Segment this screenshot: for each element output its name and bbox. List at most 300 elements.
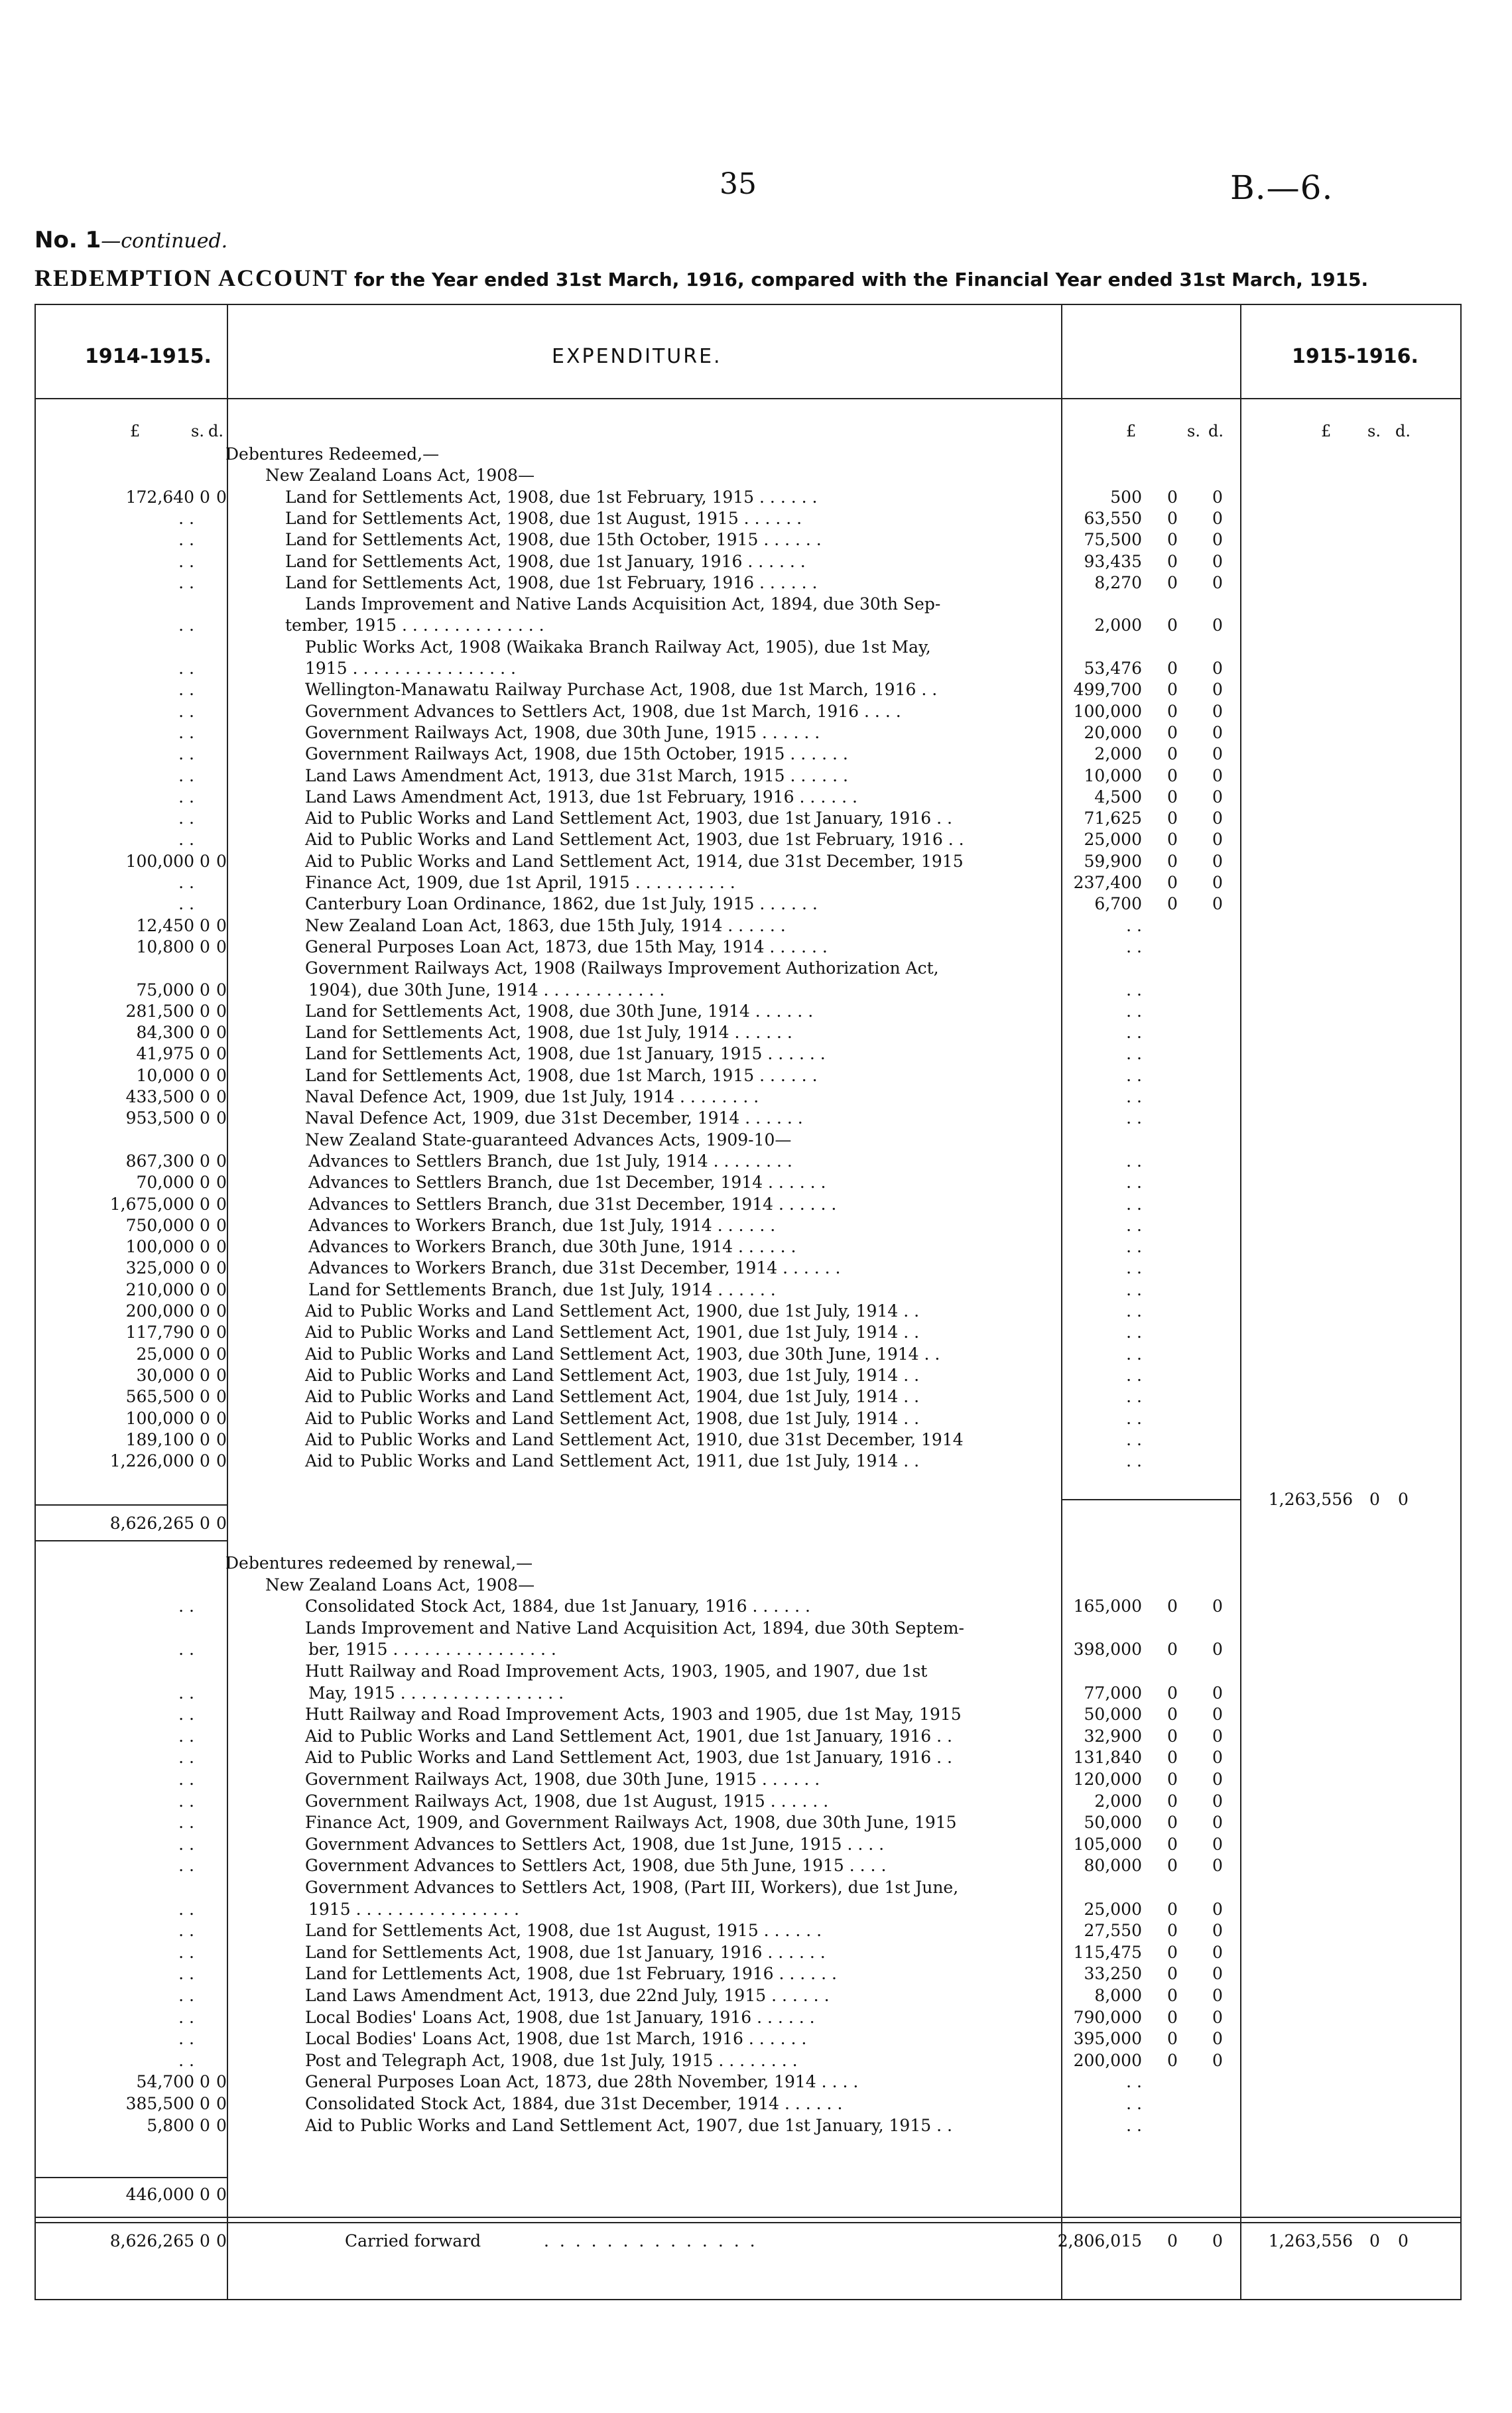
curr-pence: 0 (1212, 1748, 1223, 1768)
curr-pounds: 2,000 (1094, 1791, 1142, 1811)
table-row (0, 979, 1512, 1002)
row-description: Land for Settlements Branch, due 1st July, 1914 . . . . . . (308, 1279, 776, 1299)
curr-pence: 0 (1212, 765, 1223, 785)
prev-pounds: 867,300 (125, 1151, 194, 1171)
prev-pounds: 10,800 (136, 937, 194, 956)
prev-pounds: 200,000 (125, 1301, 194, 1321)
prev-pounds: . . (178, 1834, 194, 1854)
prev-pounds: 41,975 (136, 1044, 194, 1064)
prev-pounds: 117,790 (125, 1323, 194, 1342)
row-description: Public Works Act, 1908 (Waikaka Branch Railway Act, 1905), due 1st May, (305, 637, 931, 657)
subtotal2-pounds: 446,000 (125, 2185, 194, 2204)
subtotal2-pence: 0 (216, 2185, 227, 2204)
row-description: New Zealand State-guaranteed Advances Acts, 1909-10— (305, 1130, 792, 1149)
prev-pounds: . . (178, 809, 194, 828)
prev-shillings: 0 (200, 2094, 210, 2113)
table-row (0, 1703, 1512, 1726)
prev-pounds: . . (178, 1921, 194, 1941)
table-row (0, 614, 1512, 637)
table-row (0, 1343, 1512, 1366)
table-row (0, 1660, 1512, 1683)
curr-shillings: 0 (1167, 1986, 1178, 2005)
curr-shillings: 0 (1167, 1834, 1178, 1854)
table-row (0, 893, 1512, 915)
carried-current-pounds: 2,806,015 (1057, 2231, 1142, 2250)
curr-pounds: 100,000 (1073, 701, 1142, 721)
row-description: Advances to Settlers Branch, due 1st December, 1914 . . . . . . (308, 1173, 826, 1193)
curr-pounds: 237,400 (1073, 873, 1142, 892)
table-row (0, 915, 1512, 937)
curr-shillings: 0 (1167, 1748, 1178, 1768)
table-row (0, 743, 1512, 765)
prev-shillings: 0 (200, 980, 210, 1000)
subtotal2-shillings: 0 (200, 2185, 210, 2204)
curr-pence: 0 (1212, 1726, 1223, 1746)
prev-shillings: 0 (200, 915, 210, 935)
curr-pence: 0 (1212, 572, 1223, 592)
carried-forward-label: Carried forward (345, 2231, 481, 2250)
row-description: Canterbury Loan Ordinance, 1862, due 1st July, 1915 . . . . . . (305, 894, 818, 914)
curr-shillings: 0 (1167, 701, 1178, 721)
curr-pounds: . . (1126, 1194, 1142, 1214)
curr-shillings: 0 (1167, 1683, 1178, 1703)
row-description: Land for Settlements Act, 1908, due 1st July, 1914 . . . . . . (305, 1023, 792, 1043)
continued-number: No. 1 (34, 227, 101, 253)
page-number: 35 (720, 167, 757, 201)
curr-pounds: . . (1126, 1451, 1142, 1471)
prev-shillings: 0 (200, 487, 210, 507)
prev-pence: 0 (216, 1258, 227, 1278)
table-row (0, 2071, 1512, 2093)
table-row (0, 1920, 1512, 1942)
prev-pounds: . . (178, 1942, 194, 1962)
row-description: Aid to Public Works and Land Settlement Act, 1911, due 1st July, 1914 . . (305, 1451, 920, 1471)
curr-pence: 0 (1212, 680, 1223, 700)
table-row (0, 1150, 1512, 1173)
row-description: Aid to Public Works and Land Settlement Act, 1903, due 1st January, 1916 . . (305, 809, 952, 828)
curr-pence: 0 (1212, 830, 1223, 850)
table-row (0, 2050, 1512, 2072)
curr-shillings: 0 (1167, 722, 1178, 742)
document-reference: B.—6. (1230, 168, 1334, 207)
curr-shillings: 0 (1167, 1921, 1178, 1941)
carried-previous-pence: 0 (216, 2231, 227, 2250)
prev-shillings: 0 (200, 1087, 210, 1106)
curr-shillings: 0 (1167, 765, 1178, 785)
row-description: Government Railways Act, 1908, due 30th June, 1915 . . . . . . (305, 722, 820, 742)
curr-pounds: 200,000 (1073, 2050, 1142, 2070)
prev-pence: 0 (216, 1237, 227, 1257)
curr-pence: 0 (1212, 809, 1223, 828)
row-description: Aid to Public Works and Land Settlement Act, 1903, due 1st February, 1916 . . (305, 830, 964, 850)
table-row (0, 1790, 1512, 1813)
prev-shillings: 0 (200, 2115, 210, 2135)
curr-pounds: 790,000 (1073, 2007, 1142, 2027)
table-row (0, 1429, 1512, 1451)
curr-pounds: 8,270 (1094, 572, 1142, 592)
prev-pounds: 1,675,000 (109, 1194, 194, 1214)
prev-pounds: 84,300 (136, 1023, 194, 1043)
curr-pounds: 59,900 (1084, 851, 1142, 871)
curr-shillings: 0 (1167, 1597, 1178, 1616)
curr-pounds: 77,000 (1084, 1683, 1142, 1703)
prev-pounds: 5,800 (147, 2115, 194, 2135)
prev-pounds: 25,000 (136, 1344, 194, 1364)
row-description: Land for Settlements Act, 1908, due 30th June, 1914 . . . . . . (305, 1001, 814, 1021)
unit-pence: d. (208, 422, 223, 440)
prev-pence: 0 (216, 2072, 227, 2092)
curr-pounds: 53,476 (1084, 659, 1142, 678)
curr-pounds: 50,000 (1084, 1705, 1142, 1725)
prev-shillings: 0 (200, 1429, 210, 1449)
curr-pounds: 80,000 (1084, 1856, 1142, 1876)
prev-pence: 0 (216, 1344, 227, 1364)
prev-pence: 0 (216, 1451, 227, 1471)
curr-pounds: . . (1126, 1237, 1142, 1257)
curr-pounds: . . (1126, 1215, 1142, 1235)
prev-pence: 0 (216, 980, 227, 1000)
curr-pence: 0 (1212, 616, 1223, 635)
table-row (0, 1941, 1512, 1964)
table-row (0, 1021, 1512, 1044)
curr-shillings: 0 (1167, 830, 1178, 850)
curr-shillings: 0 (1167, 1705, 1178, 1725)
table-row (0, 1768, 1512, 1791)
curr-pounds: . . (1126, 1258, 1142, 1278)
curr-pounds: 8,000 (1094, 1986, 1142, 2005)
table-row (0, 486, 1512, 509)
table-row (0, 2093, 1512, 2115)
curr-pounds: 25,000 (1084, 1899, 1142, 1919)
curr-pence: 0 (1212, 487, 1223, 507)
row-description: Aid to Public Works and Land Settlement Act, 1904, due 1st July, 1914 . . (305, 1387, 920, 1407)
title-main: REDEMPTION ACCOUNT (34, 265, 349, 291)
curr-pence: 0 (1212, 659, 1223, 678)
prev-shillings: 0 (200, 1173, 210, 1193)
prev-pounds: 100,000 (125, 1408, 194, 1428)
table-row (0, 722, 1512, 744)
prev-pounds: . . (178, 551, 194, 571)
curr-pence: 0 (1212, 1986, 1223, 2005)
curr-shillings: 0 (1167, 1942, 1178, 1962)
curr-pounds: 165,000 (1073, 1597, 1142, 1616)
row-description: Land for Settlements Act, 1908, due 1st August, 1915 . . . . . . (305, 1921, 822, 1941)
row-description: Debentures redeemed by renewal,— (225, 1553, 533, 1573)
curr-shillings: 0 (1167, 873, 1178, 892)
table-row (0, 872, 1512, 894)
continued-word: —continued. (101, 229, 228, 253)
prev-pence: 0 (216, 1194, 227, 1214)
row-description: Aid to Public Works and Land Settlement Act, 1914, due 31st December, 1915 (305, 851, 964, 871)
prev-pounds: . . (178, 659, 194, 678)
curr-pounds: . . (1126, 2115, 1142, 2135)
curr-shillings: 0 (1167, 487, 1178, 507)
row-description: New Zealand Loans Act, 1908— (265, 1575, 535, 1595)
table-row (0, 1682, 1512, 1705)
column-header-1915: 1915-1916. (1292, 345, 1418, 368)
curr-shillings: 0 (1167, 2050, 1178, 2070)
curr-pence: 0 (1212, 2007, 1223, 2027)
row-description: Government Advances to Settlers Act, 1908, due 1st June, 1915 . . . . (305, 1834, 885, 1854)
table-row (0, 572, 1512, 594)
table-row (0, 1279, 1512, 1301)
prev-pounds: . . (178, 722, 194, 742)
table-row (0, 1236, 1512, 1258)
row-description: Government Advances to Settlers Act, 1908, due 5th June, 1915 . . . . (305, 1856, 887, 1876)
prev-pence: 0 (216, 851, 227, 871)
prev-shillings: 0 (200, 1194, 210, 1214)
curr-pounds: . . (1126, 1023, 1142, 1043)
prev-shillings: 0 (200, 851, 210, 871)
table-row (0, 657, 1512, 680)
prev-pounds: . . (178, 1705, 194, 1725)
prev-pence: 0 (216, 1065, 227, 1085)
prev-pence: 0 (216, 1215, 227, 1235)
carried-current-shillings: 0 (1167, 2231, 1178, 2250)
curr-pence: 0 (1212, 1942, 1223, 1962)
curr-pence: 0 (1212, 787, 1223, 807)
table-row (0, 1638, 1512, 1661)
row-description: Aid to Public Works and Land Settlement Act, 1901, due 1st July, 1914 . . (305, 1323, 920, 1342)
prev-shillings: 0 (200, 1451, 210, 1471)
row-description: Naval Defence Act, 1909, due 31st December, 1914 . . . . . . (305, 1108, 803, 1128)
prev-pounds: 75,000 (136, 980, 194, 1000)
table-row (0, 1833, 1512, 1856)
prev-pounds: 750,000 (125, 1215, 194, 1235)
table-row (0, 593, 1512, 616)
table-row (0, 1552, 1512, 1575)
prev-shillings: 0 (200, 1323, 210, 1342)
row-description: Lands Improvement and Native Lands Acquisition Act, 1894, due 30th Sep- (305, 594, 941, 614)
prev-pence: 0 (216, 1408, 227, 1428)
row-description: New Zealand Loan Act, 1863, due 15th July, 1914 . . . . . . (305, 915, 786, 935)
row-description: Local Bodies' Loans Act, 1908, due 1st January, 1916 . . . . . . (305, 2007, 815, 2027)
curr-pounds: . . (1126, 1408, 1142, 1428)
curr-pounds: 120,000 (1073, 1770, 1142, 1789)
curr-pence: 0 (1212, 1856, 1223, 1876)
prev-pounds: . . (178, 1813, 194, 1833)
curr-pounds: . . (1126, 1344, 1142, 1364)
curr-pounds: 50,000 (1084, 1813, 1142, 1833)
prev-pounds: 10,000 (136, 1065, 194, 1085)
prev-pounds: . . (178, 787, 194, 807)
curr-pence: 0 (1212, 1813, 1223, 1833)
prev-pounds: . . (178, 1640, 194, 1660)
curr-pounds: . . (1126, 1044, 1142, 1064)
prev-shillings: 0 (200, 937, 210, 956)
prev-shillings: 0 (200, 1001, 210, 1021)
row-description: Advances to Workers Branch, due 31st December, 1914 . . . . . . (308, 1258, 841, 1278)
row-description: Land for Settlements Act, 1908, due 1st February, 1916 . . . . . . (285, 572, 818, 592)
prev-pounds: 1,226,000 (109, 1451, 194, 1471)
table-row (0, 679, 1512, 701)
curr-pence: 0 (1212, 508, 1223, 528)
unit-pound: £ (1126, 422, 1137, 440)
curr-pence: 0 (1212, 1597, 1223, 1616)
table-row (0, 636, 1512, 659)
curr-pounds: . . (1126, 1387, 1142, 1407)
leader-dots: . . . . . . . . . . . . . . (544, 2231, 758, 2250)
unit-pence: d. (1208, 422, 1224, 440)
row-description: Government Railways Act, 1908 (Railways Improvement Authorization Act, (305, 958, 939, 978)
row-description: tember, 1915 . . . . . . . . . . . . . . (285, 616, 544, 635)
prev-pounds: . . (178, 616, 194, 635)
row-description: General Purposes Loan Act, 1873, due 28th November, 1914 . . . . (305, 2072, 859, 2092)
curr-pounds: 2,000 (1094, 744, 1142, 764)
prev-pence: 0 (216, 1279, 227, 1299)
curr-pence: 0 (1212, 873, 1223, 892)
row-description: Land for Settlements Act, 1908, due 1st August, 1915 . . . . . . (285, 508, 802, 528)
prev-pounds: 70,000 (136, 1173, 194, 1193)
prev-pounds: . . (178, 530, 194, 550)
curr-pence: 0 (1212, 851, 1223, 871)
table-row (0, 1214, 1512, 1237)
table-row (0, 828, 1512, 851)
curr-pounds: . . (1126, 980, 1142, 1000)
row-description: Naval Defence Act, 1909, due 1st July, 1914 . . . . . . . . (305, 1087, 759, 1106)
row-description: Consolidated Stock Act, 1884, due 1st January, 1916 . . . . . . (305, 1597, 810, 1616)
curr-pence: 0 (1212, 1964, 1223, 1984)
subtotal-current-pence: 0 (1398, 1490, 1409, 1509)
curr-shillings: 0 (1167, 1640, 1178, 1660)
table-row (0, 957, 1512, 980)
table-row (0, 2006, 1512, 2029)
curr-shillings: 0 (1167, 744, 1178, 764)
table-row (0, 807, 1512, 830)
prev-pounds: . . (178, 680, 194, 700)
row-description: Advances to Workers Branch, due 30th June, 1914 . . . . . . (308, 1237, 796, 1257)
row-description: Aid to Public Works and Land Settlement Act, 1910, due 31st December, 1914 (305, 1429, 964, 1449)
rule (34, 1540, 227, 1541)
table-row (0, 443, 1512, 466)
prev-shillings: 0 (200, 1044, 210, 1064)
table-row (0, 1364, 1512, 1387)
prev-pence: 0 (216, 1001, 227, 1021)
prev-pounds: . . (178, 2007, 194, 2027)
curr-pounds: 500 (1110, 487, 1142, 507)
prev-shillings: 0 (200, 1408, 210, 1428)
table-row (0, 1407, 1512, 1430)
prev-pounds: 385,500 (125, 2094, 194, 2113)
table-row (0, 850, 1512, 873)
curr-pounds: . . (1126, 1301, 1142, 1321)
row-description: Consolidated Stock Act, 1884, due 31st December, 1914 . . . . . . (305, 2094, 843, 2113)
curr-pence: 0 (1212, 1770, 1223, 1789)
prev-pounds: 30,000 (136, 1365, 194, 1385)
table-row (0, 1617, 1512, 1640)
curr-shillings: 0 (1167, 659, 1178, 678)
curr-pence: 0 (1212, 1683, 1223, 1703)
prev-pence: 0 (216, 1087, 227, 1106)
curr-pence: 0 (1212, 1834, 1223, 1854)
table-row (0, 1985, 1512, 2007)
subtotal-row-current (0, 1488, 1512, 1511)
curr-pounds: . . (1126, 915, 1142, 935)
table-row (0, 529, 1512, 551)
prev-pounds: 325,000 (125, 1258, 194, 1278)
table-row (0, 507, 1512, 530)
table-row (0, 700, 1512, 723)
prev-shillings: 0 (200, 2072, 210, 2092)
prev-pounds: 189,100 (125, 1429, 194, 1449)
curr-pounds: 4,500 (1094, 787, 1142, 807)
subtotal-current-shillings: 0 (1369, 1490, 1380, 1509)
curr-shillings: 0 (1167, 787, 1178, 807)
unit-shilling: s. (1187, 422, 1200, 440)
row-description: 1915 . . . . . . . . . . . . . . . . (305, 659, 516, 678)
row-description: Finance Act, 1909, due 1st April, 1915 . . . . . . . . . . (305, 873, 735, 892)
prev-pounds: . . (178, 1791, 194, 1811)
curr-shillings: 0 (1167, 680, 1178, 700)
prev-pounds: . . (178, 873, 194, 892)
row-description: Land for Settlements Act, 1908, due 1st January, 1916 . . . . . . (285, 551, 806, 571)
row-description: Land Laws Amendment Act, 1913, due 31st March, 1915 . . . . . . (305, 765, 848, 785)
rule (34, 2177, 227, 2178)
carried-total-pounds: 1,263,556 (1268, 2231, 1353, 2250)
prev-pounds: . . (178, 572, 194, 592)
curr-shillings: 0 (1167, 508, 1178, 528)
curr-pounds: . . (1126, 1065, 1142, 1085)
row-description: Finance Act, 1909, and Government Railways Act, 1908, due 30th June, 1915 (305, 1813, 957, 1833)
row-description: Aid to Public Works and Land Settlement Act, 1900, due 1st July, 1914 . . (305, 1301, 920, 1321)
row-description: Lands Improvement and Native Land Acquisition Act, 1894, due 30th Septem- (305, 1618, 964, 1638)
curr-pounds: 32,900 (1084, 1726, 1142, 1746)
curr-pence: 0 (1212, 722, 1223, 742)
table-row (0, 1257, 1512, 1279)
header-divider (34, 398, 1462, 399)
prev-pounds: . . (178, 830, 194, 850)
curr-pence: 0 (1212, 1791, 1223, 1811)
prev-pence: 0 (216, 2115, 227, 2135)
prev-pence: 0 (216, 1429, 227, 1449)
curr-shillings: 0 (1167, 1813, 1178, 1833)
prev-pounds: . . (178, 1770, 194, 1789)
unit-shilling: s. (1367, 422, 1381, 440)
curr-pounds: . . (1126, 1108, 1142, 1128)
curr-pounds: 63,550 (1084, 508, 1142, 528)
curr-pounds: 105,000 (1073, 1834, 1142, 1854)
curr-pounds: 25,000 (1084, 830, 1142, 850)
curr-pence: 0 (1212, 2050, 1223, 2070)
row-description: Advances to Workers Branch, due 1st July, 1914 . . . . . . (308, 1215, 776, 1235)
table-row (0, 786, 1512, 809)
prev-pence: 0 (216, 2094, 227, 2113)
row-description: Hutt Railway and Road Improvement Acts, 1903 and 1905, due 1st May, 1915 (305, 1705, 962, 1725)
curr-pounds: 71,625 (1084, 809, 1142, 828)
table-row (0, 1129, 1512, 1151)
prev-pounds: . . (178, 1683, 194, 1703)
row-description: Government Advances to Settlers Act, 1908, due 1st March, 1916 . . . . (305, 701, 901, 721)
curr-pence: 0 (1212, 701, 1223, 721)
table-row (0, 1171, 1512, 1194)
prev-pence: 0 (216, 937, 227, 956)
curr-pounds: . . (1126, 1279, 1142, 1299)
curr-pounds: . . (1126, 1087, 1142, 1106)
row-description: General Purposes Loan Act, 1873, due 15th May, 1914 . . . . . . (305, 937, 828, 956)
prev-pounds: . . (178, 508, 194, 528)
prev-pounds: 172,640 (125, 487, 194, 507)
curr-pounds: 33,250 (1084, 1964, 1142, 1984)
row-description: Land for Settlements Act, 1908, due 15th October, 1915 . . . . . . (285, 530, 822, 550)
curr-shillings: 0 (1167, 1856, 1178, 1876)
curr-shillings: 0 (1167, 551, 1178, 571)
subtotal-previous-pence: 0 (216, 1514, 227, 1533)
column-header-expenditure: EXPENDITURE. (552, 345, 722, 368)
prev-pence: 0 (216, 1173, 227, 1193)
prev-pounds: . . (178, 1899, 194, 1919)
subtotal2-row (0, 2184, 1512, 2206)
prev-pounds: 433,500 (125, 1087, 194, 1106)
